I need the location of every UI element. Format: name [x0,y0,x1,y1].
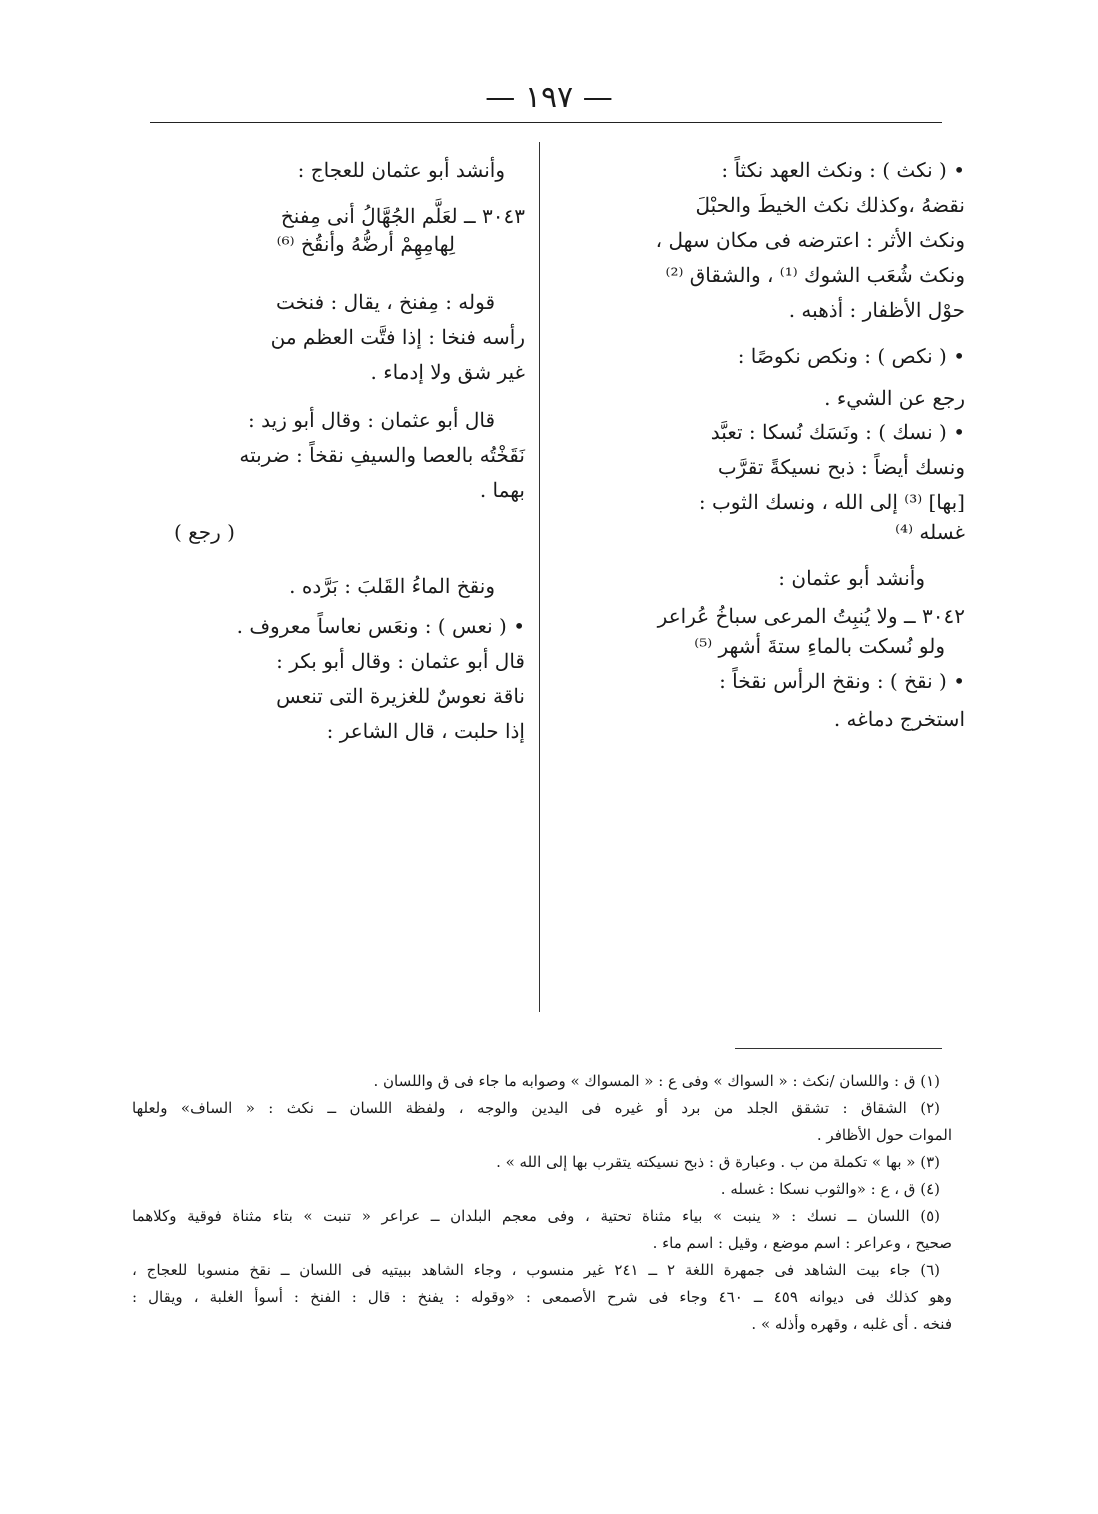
verse-3043-hemistich-1: ٣٠٤٣ ــ لعَلَّم الجُهَّالُ أنى مِفنخ [280,204,525,228]
footnote-2-continued: الموات حول الأظافر . [816,1126,952,1144]
text-line: ناقة نعوسٌ للغزيرة التى تنعس [276,684,525,708]
footnote-6: (٦) جاء بيت الشاهد فى جمهرة اللغة ٢ ــ ٢٤١ غير منسوب ، وجاء الشاهد ببيتيه فى اللسان ــ نقخ منسوبا للعجاج ، [132,1261,940,1279]
text-line: رأسه فنخا : إذا فتَّت العظم من [270,325,525,349]
verse-3042-hemistich-1: ٣٠٤٢ ــ ولا يُنبِتُ المرعى سباخُ عُراعر [657,604,965,628]
footnote-6-end: فنخه . أى غلبه ، وقهره وأذله » . [751,1315,952,1333]
entry-nakas-heading: • ( نكص ) : ونكص نكوصًا : [737,344,965,368]
entry-nakth-heading: • ( نكث ) : ونكث العهد نكثاً : [721,158,965,182]
text-line: نقضهُ ،وكذلك نكث الخيطَ والحبْلَ [695,193,965,217]
text-line: إذا حلبت ، قال الشاعر : [326,719,525,743]
right-column [555,150,965,731]
entry-nasak-heading: • ( نسك ) : ونَسَك نُسكا : تعبَّد [710,420,965,444]
text-line: ونكث الأثر : اعترضه فى مكان سهل ، [655,228,965,252]
text-line: بهما . [479,478,525,502]
entry-naqakh-heading: • ( نقخ ) : ونقخ الرأس نقخاً : [719,669,965,693]
footnote-rule [735,1048,942,1049]
text-line: وأنشد أبو عثمان : [778,566,925,590]
footnote-5: (٥) اللسان ــ نسك : « ينبت » بياء مثناة تحتية ، وفى معجم البلدان ــ عراعر « تنبت » بتاء مثناة فوقية وكلاهما [132,1207,940,1225]
header-rule [150,122,942,123]
text-line: غسله ⁽⁴⁾ [895,520,965,544]
section-marker-rajaa: ( رجع ) [174,520,235,544]
text-line: ونسك أيضاً : ذبح نسيكةً تقرَّب [717,455,965,479]
footnote-4: (٤) ق ، ع : «والثوب نسكا : غسله . [720,1180,940,1198]
text-line: قال أبو عثمان : وقال أبو زيد : [248,408,495,432]
verse-3043-hemistich-2: لِهامِهِمْ أرضُّهُ وأنقُخ ⁽⁶⁾ [276,232,455,256]
text-line: وأنشد أبو عثمان للعجاج : [297,158,505,182]
entry-naas-heading: • ( نعس ) : ونعَس نعاساً معروف . [236,614,525,638]
footnote-2: (٢) الشقاق : تشقق الجلد من برد أو غيره فى اليدين والوجه ، ولفظة اللسان ــ نكث : « الساف» ولعلها [132,1099,940,1117]
text-line: ونكث شُعَب الشوك ⁽¹⁾ ، والشقاق ⁽²⁾ [665,263,965,287]
text-line: حوْل الأظفار : أذهبه . [788,298,965,322]
footnote-6-continued: وهو كذلك فى ديوانه ٤٥٩ ــ ٤٦٠ وجاء فى شرح الأصمعى : «وقوله : يفنخ : قال : الفنخ : أسوأ الغلبة ، ويقال : [132,1288,952,1306]
text-line: رجع عن الشيء . [824,386,965,410]
column-divider [539,142,540,1012]
footnote-3: (٣) « بها » تكملة من ب . وعبارة ق : ذبح نسيكته يتقرب بها إلى الله » . [496,1153,940,1171]
footnote-1: (١) ق : واللسان /نكث : « السواك » وفى ع : « المسواك » وصوابه ما جاء فى ق واللسان . [373,1072,940,1090]
text-line: استخرج دماغه . [833,707,965,731]
text-line: [بها] ⁽³⁾ إلى الله ، ونسك الثوب : [698,490,965,514]
text-line: ونقخ الماءُ القَلبَ : بَرَّده . [289,574,495,598]
page-number: — ١٩٧ — [485,80,613,115]
footnotes [132,1068,952,1338]
text-line: قوله : مِفنخ ، يقال : فنخت [275,290,495,314]
verse-3042-hemistich-2: ولو نُسكت بالماءِ ستةَ أشهر ⁽⁵⁾ [694,634,945,658]
left-column [140,150,525,743]
text-line: نَقَخْتُه بالعصا والسيفِ نقخاً : ضربته [239,443,525,467]
text-line: قال أبو عثمان : وقال أبو بكر : [276,649,525,673]
text-line: غير شق ولا إدماء . [370,360,525,384]
footnote-5-continued: صحيح ، وعراعر : اسم موضع ، وقيل : اسم ماء . [652,1234,952,1252]
